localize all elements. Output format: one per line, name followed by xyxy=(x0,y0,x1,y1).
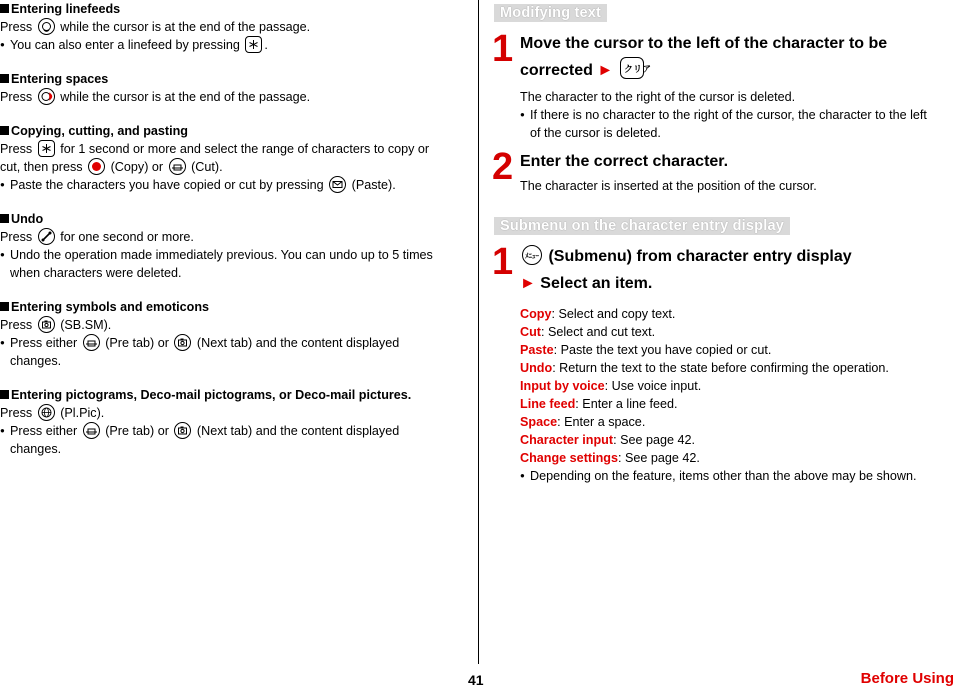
mail-key-icon xyxy=(83,422,100,439)
submenu-item: Line feed: Enter a line feed. xyxy=(520,397,678,411)
submenu-step-1: 1 ﾒﾆｭｰ (Submenu) from character entry display ► Select an item. Copy: Select and copy text. Cut: Select and cut text. Paste: Paste the text you have copied or cut. Undo: Return the text to the state before confirming the operation. Input by voice: Use voice input. Line feed: Enter a line feed. Space: Enter a space. Character input: See page 42. Change settings: See page 42. ● Depending on the feature, items other than the above may be shown. xyxy=(492,243,954,485)
column-divider xyxy=(478,0,479,664)
submenu-items xyxy=(520,305,954,485)
square-bullet-icon xyxy=(0,214,9,223)
submenu-item: Input by voice: Use voice input. xyxy=(520,379,702,393)
section-title: Copying, cutting, and pasting xyxy=(11,124,189,138)
section-banner-submenu: Submenu on the character entry display xyxy=(494,217,790,235)
square-bullet-icon xyxy=(0,74,9,83)
menu-key-icon xyxy=(522,245,542,265)
submenu-item: Space: Enter a space. xyxy=(520,415,646,429)
center-key-icon xyxy=(88,158,105,175)
section-title: Undo xyxy=(11,212,44,226)
envelope-key-icon xyxy=(329,176,346,193)
section-symbols: Entering symbols and emoticons Press (SB.SM). ● Press either (Pre tab) or (Next tab) and the content displayed changes. xyxy=(0,298,462,370)
submenu-item: Paste: Paste the text you have copied or cut. xyxy=(520,343,772,357)
modifying-step-2: 2 Enter the correct character. The character is inserted at the position of the cursor. xyxy=(492,146,817,193)
section-title: Entering spaces xyxy=(11,72,109,86)
camera-key-icon xyxy=(174,422,191,439)
submenu-item: Cut: Select and cut text. xyxy=(520,325,656,339)
submenu-item: Character input: See page 42. xyxy=(520,433,696,447)
square-bullet-icon xyxy=(0,4,9,13)
section-title: Entering symbols and emoticons xyxy=(11,300,210,314)
call-key-icon xyxy=(38,228,55,245)
section-title: Entering linefeeds xyxy=(11,2,121,16)
step-number: 1 xyxy=(492,241,514,283)
svg-text:ﾒﾆｭｰ: ﾒﾆｭｰ xyxy=(525,252,539,260)
submenu-item: Copy: Select and copy text. xyxy=(520,307,676,321)
submenu-note: ● Depending on the feature, items other than the above may be shown. xyxy=(520,467,954,485)
mail-key-icon xyxy=(83,334,100,351)
nav-key-right-icon xyxy=(38,88,55,105)
submenu-item: Undo: Return the text to the state before confirming the operation. xyxy=(520,361,889,375)
section-banner-modifying: Modifying text xyxy=(494,4,607,22)
arrow-icon: ► xyxy=(520,275,536,292)
submenu-item: Change settings: See page 42. xyxy=(520,451,700,465)
section-link-before-using[interactable]: Before Using xyxy=(860,670,954,687)
square-bullet-icon xyxy=(0,390,9,399)
section-undo: Undo Press for one second or more. ● Undo the operation made immediately previous. You can undo up to 5 times when characters were deleted. xyxy=(0,210,462,282)
camera-key-icon xyxy=(38,316,55,333)
modifying-step-1: 1 Move the cursor to the left of the character to be corrected ► クリア The character to the right of the cursor is deleted. ● If there is no character to the right of the cursor, the character to the left of the cursor is deleted. xyxy=(492,30,954,142)
nav-key-down-icon xyxy=(38,18,55,35)
section-title: Entering pictograms, Deco-mail pictograms, or Deco-mail pictures. xyxy=(11,388,412,402)
asterisk-key-icon xyxy=(38,140,55,157)
mail-key-icon xyxy=(169,158,186,175)
section-pictograms: Entering pictograms, Deco-mail pictograms, or Deco-mail pictures. Press (Pl.Pic). ● Press either (Pre tab) or (Next tab) and the content displayed changes. xyxy=(0,386,462,458)
camera-key-icon xyxy=(174,334,191,351)
section-copy-cut-paste: Copying, cutting, and pasting Press for 1 second or more and select the range of characters to copy or cut, then press (Copy) or (Cut). ● Paste the characters you have copied or cut by pressing (Paste). xyxy=(0,122,462,194)
step-number: 1 xyxy=(492,28,514,70)
left-column xyxy=(0,0,462,474)
section-spaces: Entering spaces Press while the cursor is at the end of the passage. xyxy=(0,72,311,104)
right-column xyxy=(492,0,954,485)
globe-key-icon xyxy=(38,404,55,421)
step-number: 2 xyxy=(492,146,514,188)
clear-key-icon xyxy=(620,57,651,79)
asterisk-key-icon xyxy=(245,36,262,53)
page-number: 41 xyxy=(468,672,484,688)
arrow-icon: ► xyxy=(597,62,614,79)
svg-text:クリア: クリア xyxy=(623,65,651,75)
square-bullet-icon xyxy=(0,126,9,135)
square-bullet-icon xyxy=(0,302,9,311)
section-linefeeds: Entering linefeeds Press while the cursor is at the end of the passage. ● You can also enter a linefeed by pressing . xyxy=(0,0,462,54)
